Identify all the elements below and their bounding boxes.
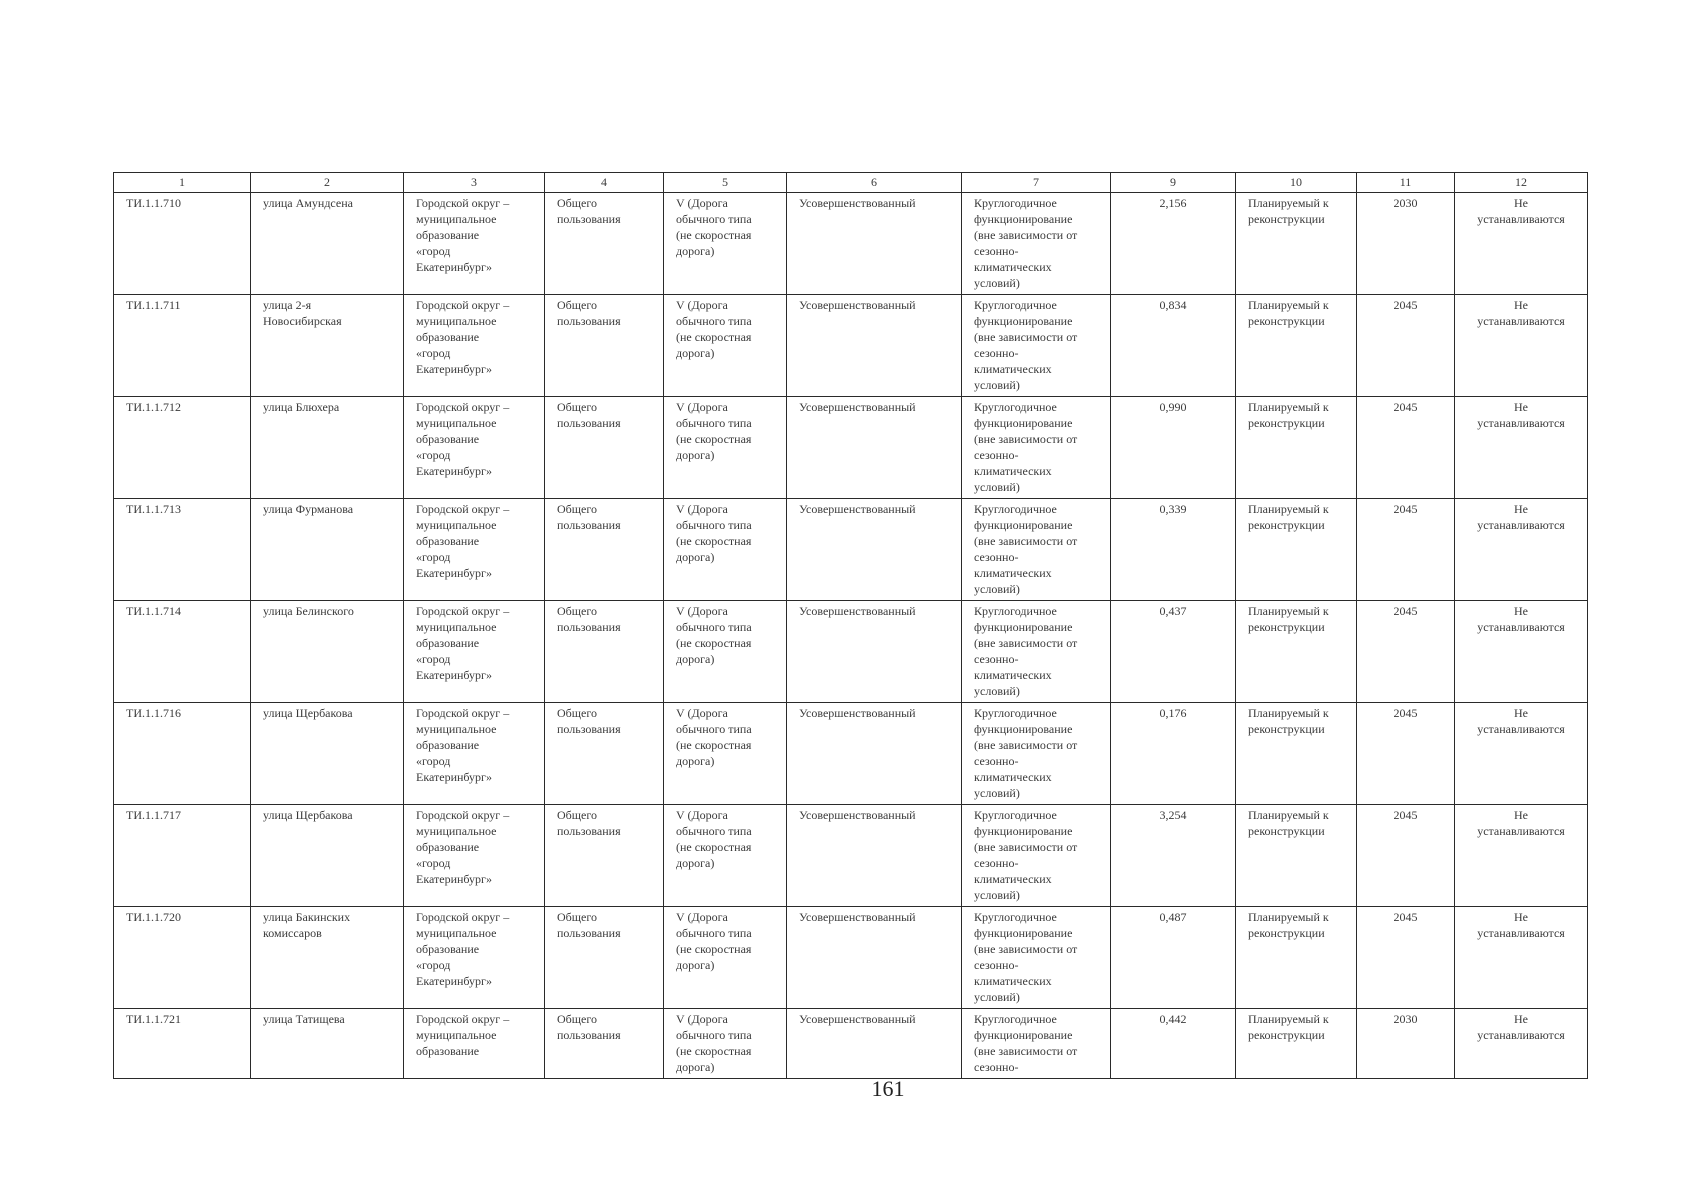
restriction-cell-text: Не устанавливаются	[1477, 604, 1565, 634]
table-row	[114, 601, 1588, 703]
column-header: 6	[787, 173, 962, 193]
municipality-cell	[404, 397, 545, 499]
usage-cell	[545, 1009, 664, 1079]
usage-cell-text: Общего пользования	[557, 604, 621, 634]
road-name-cell-text: улица Белинского	[263, 604, 354, 618]
road-category-cell-text: V (Дорога обычного типа (не скоростная дорога)	[676, 298, 752, 360]
status-cell-text: Планируемый к реконструкции	[1248, 910, 1329, 940]
road-id-cell-text: ТИ.1.1.713	[126, 502, 181, 516]
usage-cell	[545, 193, 664, 295]
surface-type-cell	[787, 193, 962, 295]
road-length-cell	[1111, 193, 1236, 295]
operation-mode-cell	[962, 1009, 1111, 1079]
operation-mode-cell-text: Круглогодичное функционирование (вне зависимости от сезонно- климатических условий)	[974, 604, 1078, 698]
road-length-cell-text: 0,437	[1159, 604, 1187, 618]
year-cell-text: 2045	[1393, 400, 1418, 414]
surface-type-cell-text: Усовершенствованный	[799, 706, 916, 720]
year-cell	[1357, 805, 1455, 907]
road-length-cell	[1111, 499, 1236, 601]
surface-type-cell-text: Усовершенствованный	[799, 604, 916, 618]
road-length-cell	[1111, 907, 1236, 1009]
municipality-cell-text: Городской округ – муниципальное образование «город Екатеринбург»	[416, 502, 510, 580]
surface-type-cell-text: Усовершенствованный	[799, 808, 916, 822]
restriction-cell-text: Не устанавливаются	[1477, 1012, 1565, 1042]
road-name-cell	[251, 601, 404, 703]
road-category-cell	[664, 907, 787, 1009]
road-id-cell-text: ТИ.1.1.714	[126, 604, 181, 618]
road-length-cell	[1111, 805, 1236, 907]
status-cell	[1236, 805, 1357, 907]
surface-type-cell	[787, 499, 962, 601]
municipality-cell-text: Городской округ – муниципальное образование «город Екатеринбург»	[416, 196, 510, 274]
column-header: 9	[1111, 173, 1236, 193]
table-row	[114, 1009, 1588, 1079]
municipality-cell	[404, 907, 545, 1009]
road-name-cell	[251, 1009, 404, 1079]
year-cell-text: 2030	[1393, 1012, 1418, 1026]
municipality-cell	[404, 499, 545, 601]
road-category-cell-text: V (Дорога обычного типа (не скоростная дорога)	[676, 910, 752, 972]
surface-type-cell	[787, 805, 962, 907]
restriction-cell	[1455, 397, 1588, 499]
road-id-cell-text: ТИ.1.1.721	[126, 1012, 181, 1026]
road-name-cell-text: улица Татищева	[263, 1012, 345, 1026]
road-length-cell-text: 0,339	[1159, 502, 1187, 516]
year-cell	[1357, 1009, 1455, 1079]
operation-mode-cell-text: Круглогодичное функционирование (вне зависимости от сезонно- климатических условий)	[974, 196, 1078, 290]
road-id-cell-text: ТИ.1.1.712	[126, 400, 181, 414]
status-cell-text: Планируемый к реконструкции	[1248, 808, 1329, 838]
road-id-cell	[114, 295, 251, 397]
restriction-cell	[1455, 907, 1588, 1009]
year-cell-text: 2045	[1393, 502, 1418, 516]
road-id-cell	[114, 397, 251, 499]
municipality-cell	[404, 295, 545, 397]
road-name-cell-text: улица Блюхера	[263, 400, 340, 414]
year-cell	[1357, 193, 1455, 295]
restriction-cell	[1455, 295, 1588, 397]
restriction-cell-text: Не устанавливаются	[1477, 298, 1565, 328]
surface-type-cell	[787, 1009, 962, 1079]
status-cell	[1236, 601, 1357, 703]
road-id-cell-text: ТИ.1.1.710	[126, 196, 181, 210]
road-category-cell	[664, 499, 787, 601]
table-row	[114, 805, 1588, 907]
road-category-cell	[664, 295, 787, 397]
road-category-cell	[664, 193, 787, 295]
surface-type-cell	[787, 397, 962, 499]
operation-mode-cell-text: Круглогодичное функционирование (вне зависимости от сезонно- климатических условий)	[974, 808, 1078, 902]
municipality-cell-text: Городской округ – муниципальное образование «город Екатеринбург»	[416, 400, 510, 478]
restriction-cell-text: Не устанавливаются	[1477, 400, 1565, 430]
road-name-cell-text: улица Амундсена	[263, 196, 353, 210]
year-cell-text: 2045	[1393, 298, 1418, 312]
municipality-cell-text: Городской округ – муниципальное образование «город Екатеринбург»	[416, 808, 510, 886]
road-length-cell-text: 2,156	[1159, 196, 1187, 210]
usage-cell-text: Общего пользования	[557, 910, 621, 940]
road-length-cell-text: 0,834	[1159, 298, 1187, 312]
municipality-cell	[404, 601, 545, 703]
restriction-cell	[1455, 193, 1588, 295]
status-cell	[1236, 907, 1357, 1009]
usage-cell	[545, 703, 664, 805]
road-length-cell	[1111, 1009, 1236, 1079]
operation-mode-cell	[962, 805, 1111, 907]
column-header: 1	[114, 173, 251, 193]
operation-mode-cell	[962, 601, 1111, 703]
status-cell	[1236, 1009, 1357, 1079]
usage-cell-text: Общего пользования	[557, 502, 621, 532]
surface-type-cell	[787, 601, 962, 703]
municipality-cell-text: Городской округ – муниципальное образование	[416, 1012, 510, 1058]
restriction-cell	[1455, 499, 1588, 601]
usage-cell-text: Общего пользования	[557, 808, 621, 838]
column-header: 7	[962, 173, 1111, 193]
municipality-cell-text: Городской округ – муниципальное образование «город Екатеринбург»	[416, 706, 510, 784]
surface-type-cell	[787, 907, 962, 1009]
operation-mode-cell-text: Круглогодичное функционирование (вне зависимости от сезонно- климатических условий)	[974, 400, 1078, 494]
status-cell-text: Планируемый к реконструкции	[1248, 604, 1329, 634]
column-header: 4	[545, 173, 664, 193]
usage-cell	[545, 805, 664, 907]
status-cell	[1236, 703, 1357, 805]
road-name-cell-text: улица 2-я Новосибирская	[263, 298, 342, 328]
column-header: 11	[1357, 173, 1455, 193]
road-name-cell	[251, 397, 404, 499]
road-category-cell-text: V (Дорога обычного типа (не скоростная дорога)	[676, 502, 752, 564]
status-cell-text: Планируемый к реконструкции	[1248, 502, 1329, 532]
status-cell	[1236, 193, 1357, 295]
operation-mode-cell-text: Круглогодичное функционирование (вне зависимости от сезонно- климатических условий)	[974, 298, 1078, 392]
road-length-cell-text: 0,990	[1159, 400, 1187, 414]
road-id-cell	[114, 805, 251, 907]
operation-mode-cell	[962, 907, 1111, 1009]
road-name-cell	[251, 703, 404, 805]
road-category-cell	[664, 805, 787, 907]
year-cell-text: 2045	[1393, 604, 1418, 618]
year-cell	[1357, 295, 1455, 397]
road-category-cell-text: V (Дорога обычного типа (не скоростная дорога)	[676, 706, 752, 768]
road-name-cell	[251, 193, 404, 295]
surface-type-cell-text: Усовершенствованный	[799, 298, 916, 312]
road-name-cell	[251, 499, 404, 601]
road-id-cell	[114, 1009, 251, 1079]
operation-mode-cell	[962, 703, 1111, 805]
status-cell-text: Планируемый к реконструкции	[1248, 1012, 1329, 1042]
municipality-cell	[404, 193, 545, 295]
road-length-cell-text: 3,254	[1159, 808, 1187, 822]
operation-mode-cell	[962, 295, 1111, 397]
year-cell	[1357, 601, 1455, 703]
municipality-cell-text: Городской округ – муниципальное образование «город Екатеринбург»	[416, 910, 510, 988]
road-category-cell	[664, 703, 787, 805]
surface-type-cell-text: Усовершенствованный	[799, 400, 916, 414]
status-cell	[1236, 295, 1357, 397]
usage-cell-text: Общего пользования	[557, 706, 621, 736]
column-header: 10	[1236, 173, 1357, 193]
road-id-cell	[114, 499, 251, 601]
road-category-cell	[664, 601, 787, 703]
road-length-cell	[1111, 295, 1236, 397]
operation-mode-cell	[962, 499, 1111, 601]
road-category-cell-text: V (Дорога обычного типа (не скоростная дорога)	[676, 808, 752, 870]
surface-type-cell-text: Усовершенствованный	[799, 1012, 916, 1026]
restriction-cell	[1455, 703, 1588, 805]
road-category-cell-text: V (Дорога обычного типа (не скоростная дорога)	[676, 604, 752, 666]
restriction-cell	[1455, 601, 1588, 703]
municipality-cell-text: Городской округ – муниципальное образование «город Екатеринбург»	[416, 298, 510, 376]
restriction-cell-text: Не устанавливаются	[1477, 196, 1565, 226]
road-length-cell	[1111, 703, 1236, 805]
operation-mode-cell	[962, 193, 1111, 295]
road-length-cell-text: 0,176	[1159, 706, 1187, 720]
usage-cell-text: Общего пользования	[557, 1012, 621, 1042]
usage-cell	[545, 499, 664, 601]
road-length-cell-text: 0,487	[1159, 910, 1187, 924]
column-header: 5	[664, 173, 787, 193]
road-category-cell	[664, 1009, 787, 1079]
road-category-cell-text: V (Дорога обычного типа (не скоростная дорога)	[676, 1012, 752, 1074]
road-name-cell-text: улица Щербакова	[263, 808, 353, 822]
road-id-cell	[114, 601, 251, 703]
municipality-cell-text: Городской округ – муниципальное образование «город Екатеринбург»	[416, 604, 510, 682]
municipality-cell	[404, 1009, 545, 1079]
operation-mode-cell	[962, 397, 1111, 499]
table-row	[114, 397, 1588, 499]
surface-type-cell-text: Усовершенствованный	[799, 196, 916, 210]
status-cell-text: Планируемый к реконструкции	[1248, 298, 1329, 328]
road-name-cell	[251, 805, 404, 907]
restriction-cell	[1455, 1009, 1588, 1079]
road-id-cell-text: ТИ.1.1.720	[126, 910, 181, 924]
year-cell-text: 2045	[1393, 808, 1418, 822]
surface-type-cell-text: Усовершенствованный	[799, 910, 916, 924]
column-header: 2	[251, 173, 404, 193]
road-length-cell	[1111, 601, 1236, 703]
status-cell-text: Планируемый к реконструкции	[1248, 196, 1329, 226]
road-name-cell-text: улица Щербакова	[263, 706, 353, 720]
usage-cell-text: Общего пользования	[557, 196, 621, 226]
status-cell	[1236, 499, 1357, 601]
usage-cell-text: Общего пользования	[557, 298, 621, 328]
road-length-cell-text: 0,442	[1159, 1012, 1187, 1026]
municipality-cell	[404, 703, 545, 805]
road-id-cell	[114, 703, 251, 805]
surface-type-cell	[787, 295, 962, 397]
road-name-cell-text: улица Бакинских комиссаров	[263, 910, 351, 940]
operation-mode-cell-text: Круглогодичное функционирование (вне зависимости от сезонно- климатических условий)	[974, 910, 1078, 1004]
road-category-cell	[664, 397, 787, 499]
road-id-cell-text: ТИ.1.1.716	[126, 706, 181, 720]
table-row	[114, 295, 1588, 397]
year-cell-text: 2045	[1393, 910, 1418, 924]
road-length-cell	[1111, 397, 1236, 499]
table-row	[114, 193, 1588, 295]
surface-type-cell-text: Усовершенствованный	[799, 502, 916, 516]
road-category-cell-text: V (Дорога обычного типа (не скоростная дорога)	[676, 196, 752, 258]
status-cell	[1236, 397, 1357, 499]
road-id-cell	[114, 907, 251, 1009]
restriction-cell	[1455, 805, 1588, 907]
operation-mode-cell-text: Круглогодичное функционирование (вне зависимости от сезонно- климатических условий)	[974, 502, 1078, 596]
restriction-cell-text: Не устанавливаются	[1477, 808, 1565, 838]
road-id-cell-text: ТИ.1.1.717	[126, 808, 181, 822]
road-name-cell	[251, 295, 404, 397]
table-row	[114, 907, 1588, 1009]
road-name-cell	[251, 907, 404, 1009]
road-id-cell-text: ТИ.1.1.711	[126, 298, 181, 312]
usage-cell	[545, 907, 664, 1009]
restriction-cell-text: Не устанавливаются	[1477, 910, 1565, 940]
column-number-row	[114, 173, 1588, 193]
status-cell-text: Планируемый к реконструкции	[1248, 400, 1329, 430]
usage-cell	[545, 601, 664, 703]
usage-cell	[545, 397, 664, 499]
municipality-cell	[404, 805, 545, 907]
year-cell	[1357, 397, 1455, 499]
usage-cell-text: Общего пользования	[557, 400, 621, 430]
year-cell-text: 2045	[1393, 706, 1418, 720]
column-header: 3	[404, 173, 545, 193]
column-header: 12	[1455, 173, 1588, 193]
operation-mode-cell-text: Круглогодичное функционирование (вне зависимости от сезонно-	[974, 1012, 1078, 1074]
status-cell-text: Планируемый к реконструкции	[1248, 706, 1329, 736]
table-row	[114, 499, 1588, 601]
road-registry-table	[113, 172, 1588, 1079]
usage-cell	[545, 295, 664, 397]
restriction-cell-text: Не устанавливаются	[1477, 706, 1565, 736]
operation-mode-cell-text: Круглогодичное функционирование (вне зависимости от сезонно- климатических условий)	[974, 706, 1078, 800]
table-row	[114, 703, 1588, 805]
page-number: 161	[871, 1076, 905, 1101]
road-name-cell-text: улица Фурманова	[263, 502, 354, 516]
year-cell-text: 2030	[1393, 196, 1418, 210]
restriction-cell-text: Не устанавливаются	[1477, 502, 1565, 532]
road-id-cell	[114, 193, 251, 295]
surface-type-cell	[787, 703, 962, 805]
year-cell	[1357, 907, 1455, 1009]
year-cell	[1357, 499, 1455, 601]
road-category-cell-text: V (Дорога обычного типа (не скоростная дорога)	[676, 400, 752, 462]
year-cell	[1357, 703, 1455, 805]
